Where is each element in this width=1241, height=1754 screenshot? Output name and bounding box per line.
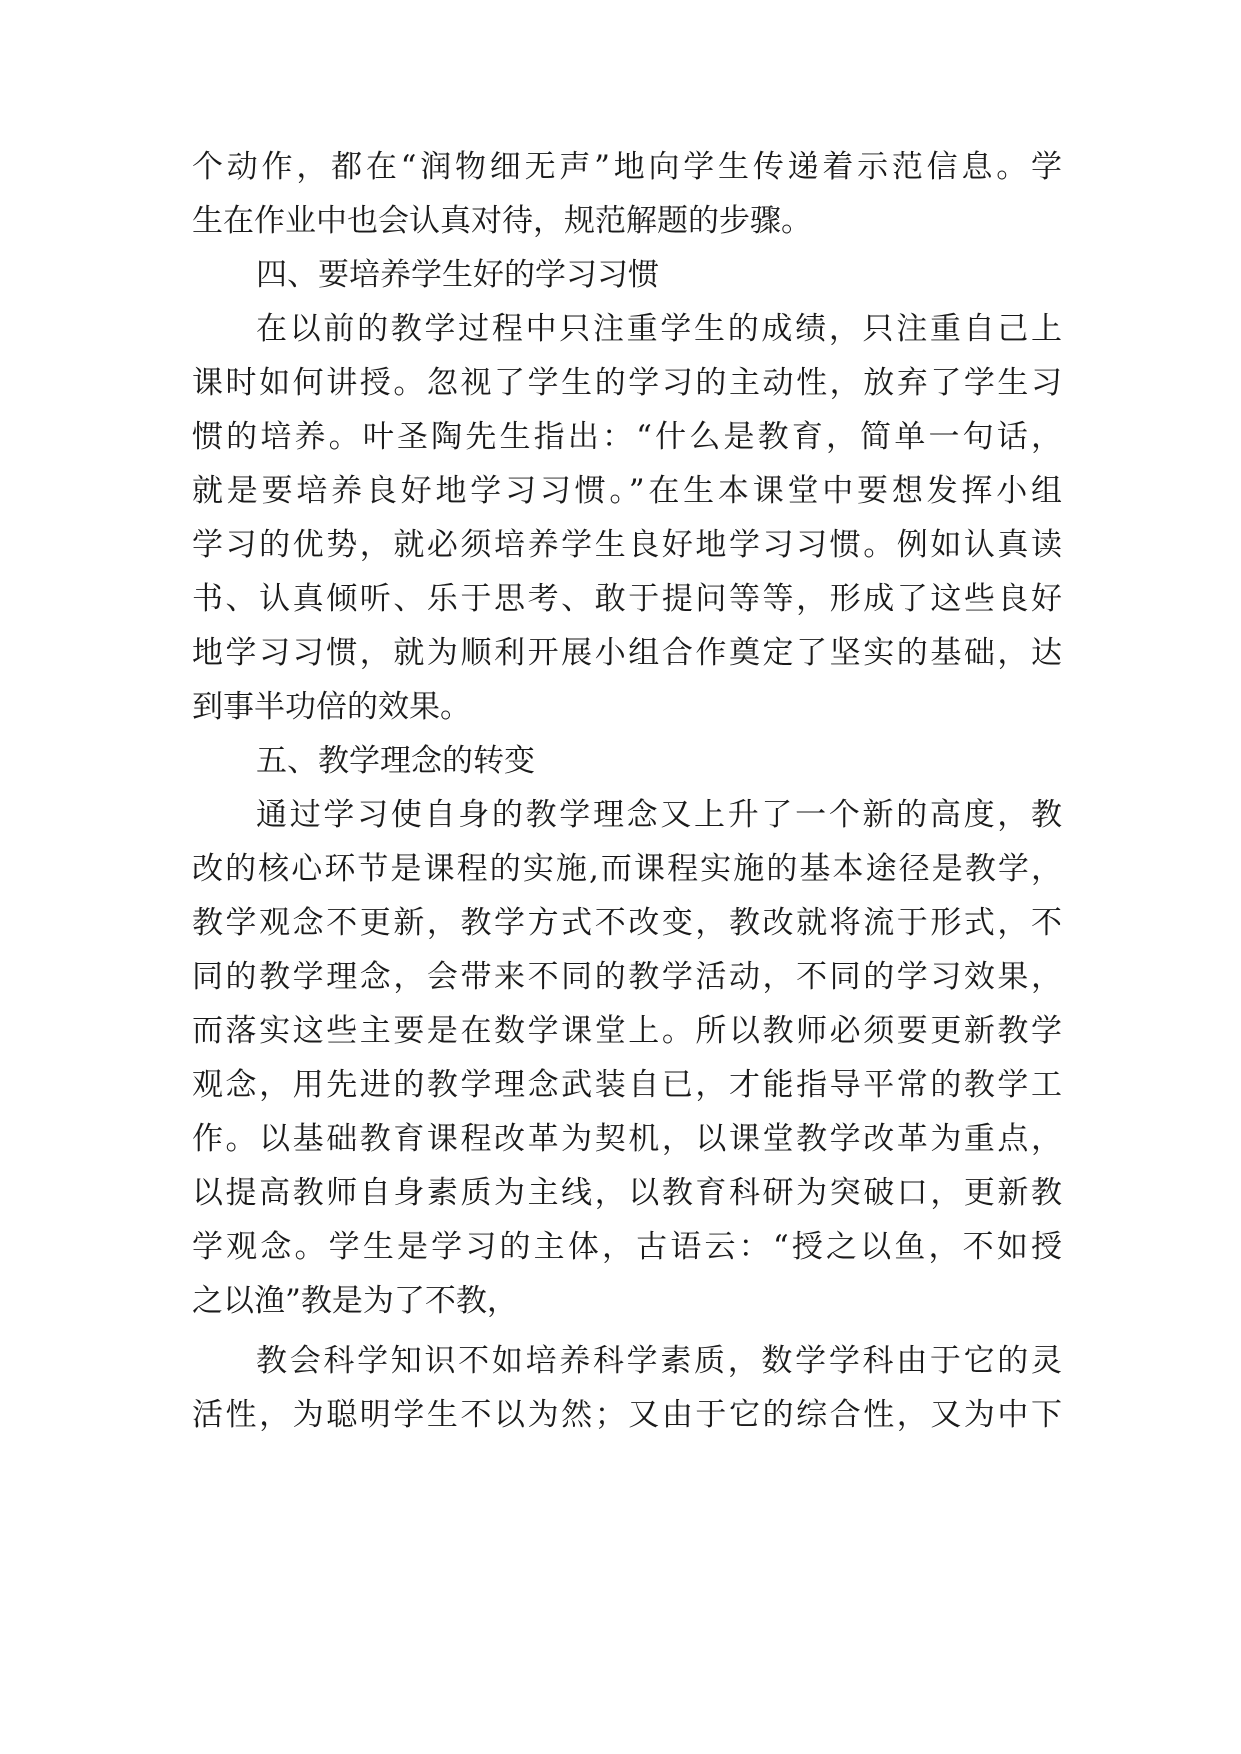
text-line: 生在作业中也会认真对待，规范解题的步骤。 xyxy=(192,203,812,239)
text-line: 教会科学知识不如培养科学素质，数学学科由于它的灵 xyxy=(256,1343,1062,1379)
text-line: 观念，用先进的教学理念武装自已，才能指导平常的教学工 xyxy=(192,1067,1062,1103)
text-line: 之以渔”教是为了不教， xyxy=(192,1283,518,1319)
text-line: 地学习习惯，就为顺利开展小组合作奠定了坚实的基础，达 xyxy=(192,635,1062,671)
text-line: 惯的培养。叶圣陶先生指出：“什么是教育，简单一句话， xyxy=(192,419,1062,455)
text-line: 书、认真倾听、乐于思考、敢于提问等等，形成了这些良好 xyxy=(192,581,1062,617)
text-line: 教学观念不更新，教学方式不改变，教改就将流于形式，不 xyxy=(192,905,1062,941)
text-line: 学习的优势，就必须培养学生良好地学习习惯。例如认真读 xyxy=(192,527,1062,563)
section-heading: 四、要培养学生好的学习习惯 xyxy=(256,257,659,293)
section-heading: 五、教学理念的转变 xyxy=(256,743,535,779)
text-line: 学观念。学生是学习的主体，古语云：“授之以鱼，不如授 xyxy=(192,1229,1062,1265)
text-line: 通过学习使自身的教学理念又上升了一个新的高度，教 xyxy=(256,797,1062,833)
text-line: 就是要培养良好地学习习惯。”在生本课堂中要想发挥小组 xyxy=(192,473,1062,509)
text-line: 作。以基础教育课程改革为契机，以课堂教学改革为重点， xyxy=(192,1121,1062,1157)
text-line: 个动作，都在“润物细无声”地向学生传递着示范信息。学 xyxy=(192,149,1062,185)
text-line: 到事半功倍的效果。 xyxy=(192,689,471,725)
text-line: 而落实这些主要是在数学课堂上。所以教师必须要更新教学 xyxy=(192,1013,1062,1049)
text-line: 以提高教师自身素质为主线，以教育科研为突破口，更新教 xyxy=(192,1175,1062,1211)
text-line: 活性，为聪明学生不以为然；又由于它的综合性，又为中下 xyxy=(192,1397,1062,1433)
text-line: 在以前的教学过程中只注重学生的成绩，只注重自己上 xyxy=(256,311,1062,347)
text-line: 同的教学理念，会带来不同的教学活动，不同的学习效果， xyxy=(192,959,1062,995)
text-line: 课时如何讲授。忽视了学生的学习的主动性，放弃了学生习 xyxy=(192,365,1062,401)
text-line: 改的核心环节是课程的实施,而课程实施的基本途径是教学， xyxy=(192,851,1062,887)
